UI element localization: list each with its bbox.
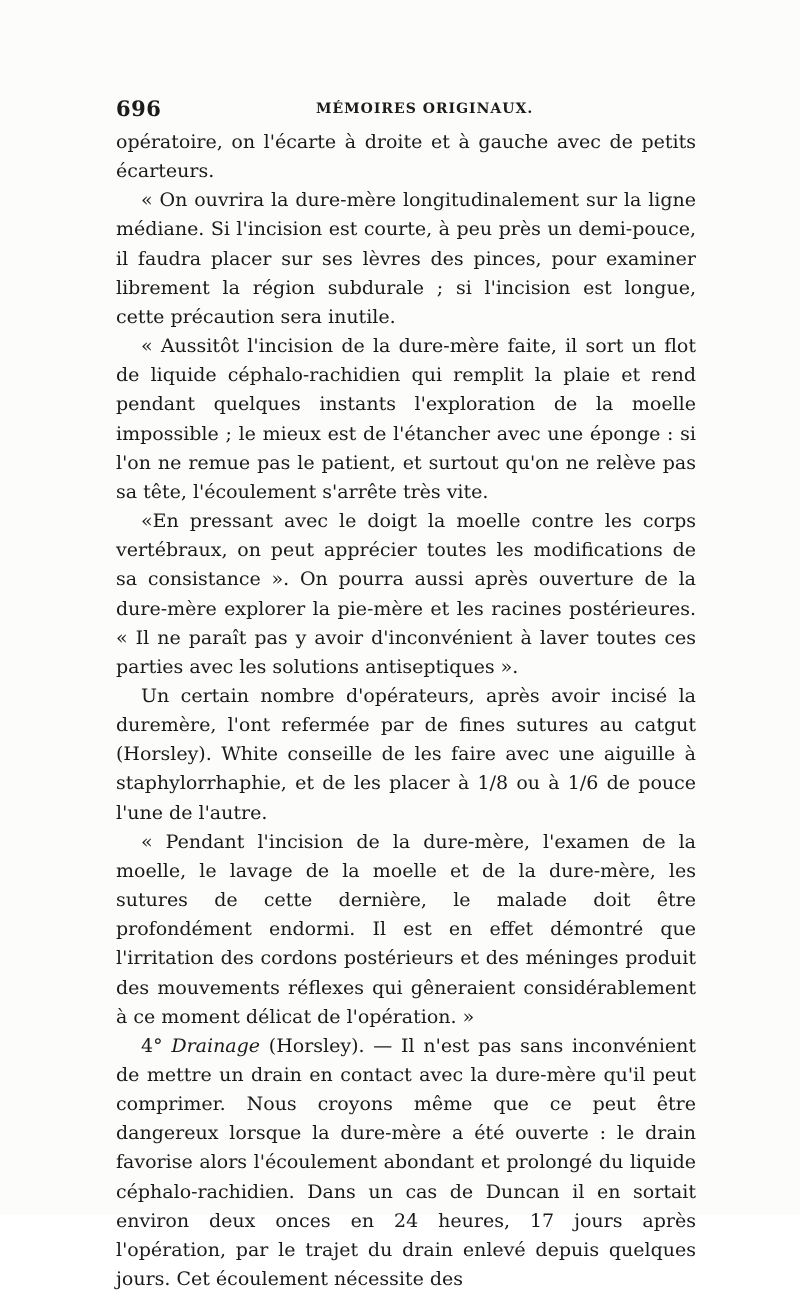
- section-number: 4°: [141, 1034, 163, 1057]
- paragraph-cerebrospinal-fluid: « Aussitôt l'incision de la dure-mère faite, il sort un flot de liquide céphalo-rachidien qui remplit la plaie et rend pendant quelques instants l'exploration de la moelle impossible ; le mieux est de l'étancher avec une éponge : si l'on ne remue pas le patient, et surtout qu'on ne relève pas sa tête, l'écoulement s'arrête très vite.: [116, 335, 696, 503]
- running-head: MÉMOIRES ORIGINAUX.: [316, 101, 534, 117]
- drainage-text: (Horsley). — Il n'est pas sans inconvénient de mettre un drain en contact avec la dure-mère qu'il peut comprimer. Nous croyons même que ce peut être dangereux lorsque la dure-mère a été ouverte : le drain favorise alors l'écoulement abondant et prolongé du liquide céphalo-rachidien. Dans un cas de Duncan il en sortait environ deux onces en 24 heures, 17 jours après l'opération, par le trajet du drain enlevé depuis quelques jours. Cet écoulement nécessite des: [116, 1034, 697, 1291]
- page-header: [116, 96, 696, 126]
- paragraph-continuation: opératoire, on l'écarte à droite et à gauche avec de petits écarteurs.: [116, 131, 696, 183]
- paragraph-drainage: [116, 1032, 696, 1294]
- section-title: Drainage: [171, 1034, 261, 1057]
- paragraph-anesthesia: « Pendant l'incision de la dure-mère, l'examen de la moelle, le lavage de la moelle et de la dure-mère, les sutures de cette dernière, le malade doit être profondément endormi. Il est en effet démontré que l'irritation des cordons postérieurs et des méninges produit des mouvements réflexes qui gêneraient considérablement à ce moment délicat de l'opération. »: [116, 830, 696, 1028]
- paragraph-sutures: Un certain nombre d'opérateurs, après avoir incisé la duremère, l'ont refermée par de fines sutures au catgut (Horsley). White conseille de les faire avec une aiguille à staphylorrhaphie, et de les placer à 1/8 ou à 1/6 de pouce l'une de l'autre.: [116, 684, 696, 824]
- paragraph-spinal-cord-exam: «En pressant avec le doigt la moelle contre les corps vertébraux, on peut apprécier toutes les modifications de sa consistance ». On pourra aussi après ouverture de la dure-mère explorer la pie-mère et les racines postérieures. « Il ne paraît pas y avoir d'inconvénient à laver toutes ces parties avec les solutions antiseptiques ».: [116, 510, 696, 678]
- paragraph-dura-mater-opening: « On ouvrira la dure-mère longitudinalement sur la ligne médiane. Si l'incision est courte, à peu près un demi-pouce, il faudra placer sur ses lèvres des pinces, pour examiner librement la région subdurale ; si l'incision est longue, cette précaution sera inutile.: [116, 189, 696, 328]
- body-text: [116, 128, 696, 1294]
- page-number: 696: [116, 96, 162, 121]
